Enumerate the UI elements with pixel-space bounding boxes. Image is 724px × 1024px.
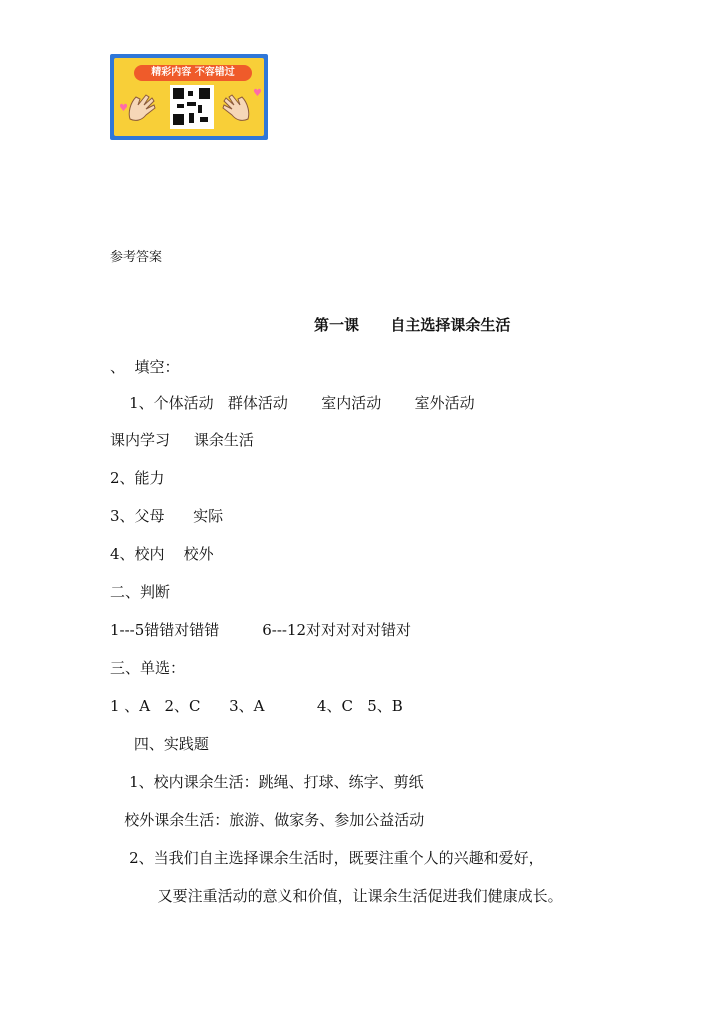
practice-answer-1: 1、校内课余生活：跳绳、打球、练字、剪纸 — [110, 773, 424, 791]
heart-icon: ♥ — [119, 103, 128, 114]
fill-answer-2: 2、能力 — [110, 469, 165, 487]
clapping-hands-icon — [218, 89, 254, 125]
promo-banner[interactable] — [110, 54, 268, 140]
heart-icon: ♥ — [253, 88, 262, 99]
practice-answer-1-cont: 校外课余生活：旅游、做家务、参加公益活动 — [110, 811, 425, 829]
practice-answer-2: 2、当我们自主选择课余生活时，既要注重个人的兴趣和爱好， — [110, 849, 544, 867]
fill-answer-1-cont: 课内学习 课余生活 — [110, 431, 254, 449]
section-judge-heading: 二、判断 — [110, 583, 171, 601]
judge-answers: 1---5错错对错错 6---12对对对对对错对 — [110, 621, 412, 639]
lesson-title: 第一课 自主选择课余生活 — [314, 316, 511, 334]
fill-answer-1: 1、个体活动 群体活动 室内活动 室外活动 — [110, 394, 475, 412]
fill-answer-4: 4、校内 校外 — [110, 545, 214, 563]
banner-background — [114, 58, 264, 136]
clapping-hands-icon — [124, 89, 160, 125]
banner-title: 精彩内容 不容错过 — [134, 65, 252, 81]
choice-answers: 1 、A 2、C 3、A 4、C 5、B — [110, 697, 403, 715]
section-choice-heading: 三、单选： — [110, 659, 186, 677]
fill-answer-3: 3、父母 实际 — [110, 507, 224, 525]
qr-code-icon — [170, 85, 214, 129]
section-fill-heading: 、 填空： — [110, 358, 180, 376]
practice-answer-2-cont: 又要注重活动的意义和价值，让课余生活促进我们健康成长。 — [110, 887, 563, 905]
reference-label: 参考答案 — [110, 250, 163, 265]
section-practice-heading: 四、实践题 — [110, 735, 209, 753]
